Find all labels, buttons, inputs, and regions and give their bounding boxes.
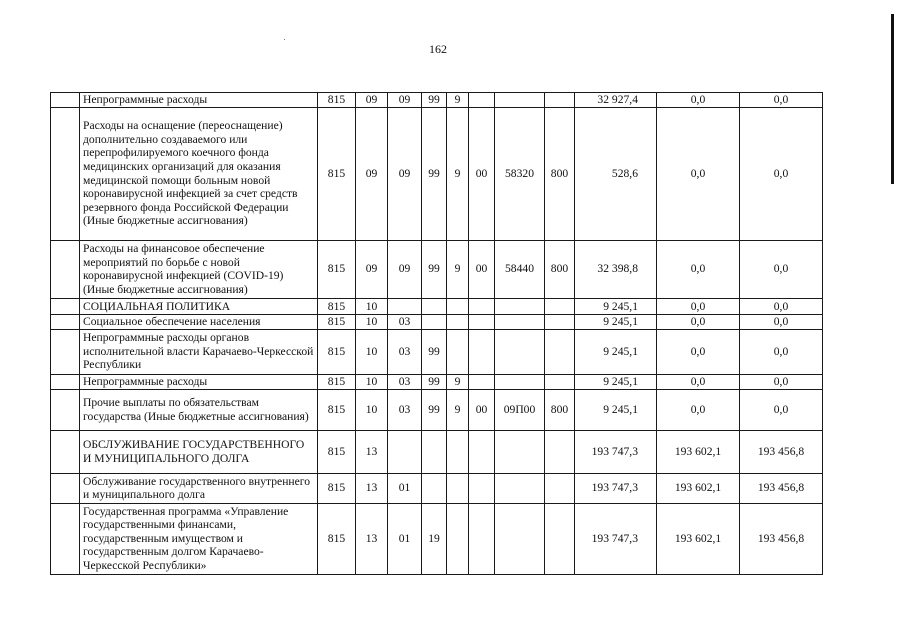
section-code: 13 <box>356 473 388 503</box>
ved-code: 815 <box>318 473 356 503</box>
sum-year-2: 0,0 <box>657 240 740 298</box>
expense-code <box>495 93 545 108</box>
sum-year-1: 193 747,3 <box>575 473 657 503</box>
table-row <box>51 298 823 314</box>
section-code: 10 <box>356 389 388 430</box>
program-code: 99 <box>422 374 447 389</box>
subsection-code: 03 <box>388 374 422 389</box>
direction-code <box>469 374 495 389</box>
expense-code <box>495 374 545 389</box>
sum-year-2: 0,0 <box>657 107 740 240</box>
subprogram-code: 9 <box>447 93 469 108</box>
subsection-code: 01 <box>388 473 422 503</box>
expense-type-code: 800 <box>545 240 575 298</box>
subsection-code: 01 <box>388 503 422 574</box>
scan-edge-mark <box>891 14 894 184</box>
sum-year-2: 0,0 <box>657 314 740 329</box>
program-code: 19 <box>422 503 447 574</box>
sum-year-1: 193 747,3 <box>575 503 657 574</box>
row-index-cell <box>51 430 80 473</box>
subprogram-code <box>447 314 469 329</box>
section-code: 13 <box>356 430 388 473</box>
sum-year-1: 9 245,1 <box>575 329 657 374</box>
sum-year-1: 32 927,4 <box>575 93 657 108</box>
program-code: 99 <box>422 240 447 298</box>
subprogram-code <box>447 430 469 473</box>
sum-year-3: 193 456,8 <box>740 473 823 503</box>
expense-type-code <box>545 430 575 473</box>
direction-code <box>469 503 495 574</box>
budget-table <box>50 92 823 575</box>
budget-table-body <box>51 93 823 575</box>
ved-code: 815 <box>318 389 356 430</box>
row-description: Обслуживание государственного внутреннего и муниципального долга <box>80 473 318 503</box>
row-index-cell <box>51 473 80 503</box>
subprogram-code: 9 <box>447 240 469 298</box>
expense-code: 58440 <box>495 240 545 298</box>
table-row <box>51 374 823 389</box>
row-description: ОБСЛУЖИВАНИЕ ГОСУДАРСТВЕННОГО И МУНИЦИПАЛЬНОГО ДОЛГА <box>80 430 318 473</box>
section-code: 13 <box>356 503 388 574</box>
section-code: 10 <box>356 314 388 329</box>
program-code <box>422 314 447 329</box>
sum-year-3: 0,0 <box>740 314 823 329</box>
sum-year-1: 9 245,1 <box>575 389 657 430</box>
expense-code <box>495 503 545 574</box>
row-description: Непрограммные расходы органов исполнительной власти Карачаево-Черкесской Республики <box>80 329 318 374</box>
sum-year-3: 0,0 <box>740 240 823 298</box>
sum-year-1: 528,6 <box>575 107 657 240</box>
ved-code: 815 <box>318 374 356 389</box>
section-code: 09 <box>356 240 388 298</box>
subprogram-code: 9 <box>447 107 469 240</box>
subprogram-code <box>447 298 469 314</box>
sum-year-2: 0,0 <box>657 329 740 374</box>
table-row <box>51 93 823 108</box>
expense-type-code <box>545 473 575 503</box>
expense-type-code <box>545 93 575 108</box>
row-index-cell <box>51 107 80 240</box>
subsection-code: 09 <box>388 240 422 298</box>
sum-year-3: 193 456,8 <box>740 430 823 473</box>
sum-year-1: 9 245,1 <box>575 298 657 314</box>
program-code: 99 <box>422 107 447 240</box>
sum-year-1: 9 245,1 <box>575 314 657 329</box>
table-row <box>51 473 823 503</box>
direction-code <box>469 93 495 108</box>
sum-year-1: 193 747,3 <box>575 430 657 473</box>
subprogram-code <box>447 503 469 574</box>
row-index-cell <box>51 314 80 329</box>
table-row <box>51 240 823 298</box>
expense-code: 58320 <box>495 107 545 240</box>
row-description: Прочие выплаты по обязательствам государства (Иные бюджетные ассигнования) <box>80 389 318 430</box>
direction-code: 00 <box>469 240 495 298</box>
sum-year-3: 0,0 <box>740 389 823 430</box>
direction-code <box>469 298 495 314</box>
subsection-code: 03 <box>388 389 422 430</box>
program-code <box>422 473 447 503</box>
sum-year-3: 0,0 <box>740 298 823 314</box>
ved-code: 815 <box>318 107 356 240</box>
expense-code <box>495 430 545 473</box>
row-description: Непрограммные расходы <box>80 93 318 108</box>
row-index-cell <box>51 298 80 314</box>
sum-year-3: 0,0 <box>740 107 823 240</box>
expense-type-code <box>545 374 575 389</box>
row-index-cell <box>51 374 80 389</box>
row-description: СОЦИАЛЬНАЯ ПОЛИТИКА <box>80 298 318 314</box>
expense-type-code: 800 <box>545 389 575 430</box>
subprogram-code: 9 <box>447 389 469 430</box>
table-row <box>51 430 823 473</box>
expense-code <box>495 473 545 503</box>
direction-code: 00 <box>469 107 495 240</box>
row-index-cell <box>51 389 80 430</box>
table-row <box>51 329 823 374</box>
ved-code: 815 <box>318 503 356 574</box>
subsection-code: 09 <box>388 93 422 108</box>
row-description: Государственная программа «Управление государственными финансами, государственным имуществом и государственным долгом Карачаево-Черкесской Республики» <box>80 503 318 574</box>
section-code: 10 <box>356 374 388 389</box>
subsection-code: 09 <box>388 107 422 240</box>
sum-year-2: 193 602,1 <box>657 430 740 473</box>
ved-code: 815 <box>318 298 356 314</box>
subsection-code: 03 <box>388 314 422 329</box>
subsection-code <box>388 430 422 473</box>
sum-year-1: 9 245,1 <box>575 374 657 389</box>
expense-code <box>495 298 545 314</box>
ved-code: 815 <box>318 430 356 473</box>
direction-code: 00 <box>469 389 495 430</box>
expense-type-code <box>545 503 575 574</box>
sum-year-3: 0,0 <box>740 329 823 374</box>
section-code: 09 <box>356 93 388 108</box>
sum-year-2: 0,0 <box>657 298 740 314</box>
program-code <box>422 430 447 473</box>
expense-code <box>495 314 545 329</box>
row-index-cell <box>51 240 80 298</box>
page-number: 162 <box>429 42 447 56</box>
sum-year-1: 32 398,8 <box>575 240 657 298</box>
sum-year-2: 0,0 <box>657 389 740 430</box>
direction-code <box>469 314 495 329</box>
sum-year-2: 193 602,1 <box>657 473 740 503</box>
section-code: 09 <box>356 107 388 240</box>
row-description: Расходы на финансовое обеспечение мероприятий по борьбе с новой коронавирусной инфекцией (COVID-19) (Иные бюджетные ассигнования) <box>80 240 318 298</box>
program-code: 99 <box>422 93 447 108</box>
scan-speck <box>284 39 285 40</box>
ved-code: 815 <box>318 93 356 108</box>
ved-code: 815 <box>318 240 356 298</box>
subsection-code <box>388 298 422 314</box>
expense-code <box>495 329 545 374</box>
subprogram-code: 9 <box>447 374 469 389</box>
sum-year-2: 0,0 <box>657 93 740 108</box>
section-code: 10 <box>356 329 388 374</box>
direction-code <box>469 473 495 503</box>
subsection-code: 03 <box>388 329 422 374</box>
sum-year-2: 0,0 <box>657 374 740 389</box>
expense-type-code <box>545 329 575 374</box>
row-index-cell <box>51 329 80 374</box>
ved-code: 815 <box>318 329 356 374</box>
row-index-cell <box>51 93 80 108</box>
program-code: 99 <box>422 329 447 374</box>
expense-type-code <box>545 298 575 314</box>
expense-code: 09П00 <box>495 389 545 430</box>
program-code: 99 <box>422 389 447 430</box>
table-row <box>51 314 823 329</box>
table-row <box>51 107 823 240</box>
subprogram-code <box>447 473 469 503</box>
expense-type-code <box>545 314 575 329</box>
section-code: 10 <box>356 298 388 314</box>
row-index-cell <box>51 503 80 574</box>
table-row <box>51 389 823 430</box>
row-description: Расходы на оснащение (переоснащение) дополнительно создаваемого или перепрофилируемого коечного фонда медицинских организаций для оказания медицинской помощи больным новой коронавирусной инфекцией за счет средств резервного фонда Российской Федерации (Иные бюджетные ассигнования) <box>80 107 318 240</box>
direction-code <box>469 430 495 473</box>
sum-year-2: 193 602,1 <box>657 503 740 574</box>
sum-year-3: 0,0 <box>740 93 823 108</box>
direction-code <box>469 329 495 374</box>
row-description: Социальное обеспечение населения <box>80 314 318 329</box>
row-description: Непрограммные расходы <box>80 374 318 389</box>
subprogram-code <box>447 329 469 374</box>
ved-code: 815 <box>318 314 356 329</box>
expense-type-code: 800 <box>545 107 575 240</box>
sum-year-3: 0,0 <box>740 374 823 389</box>
table-row <box>51 503 823 574</box>
sum-year-3: 193 456,8 <box>740 503 823 574</box>
program-code <box>422 298 447 314</box>
